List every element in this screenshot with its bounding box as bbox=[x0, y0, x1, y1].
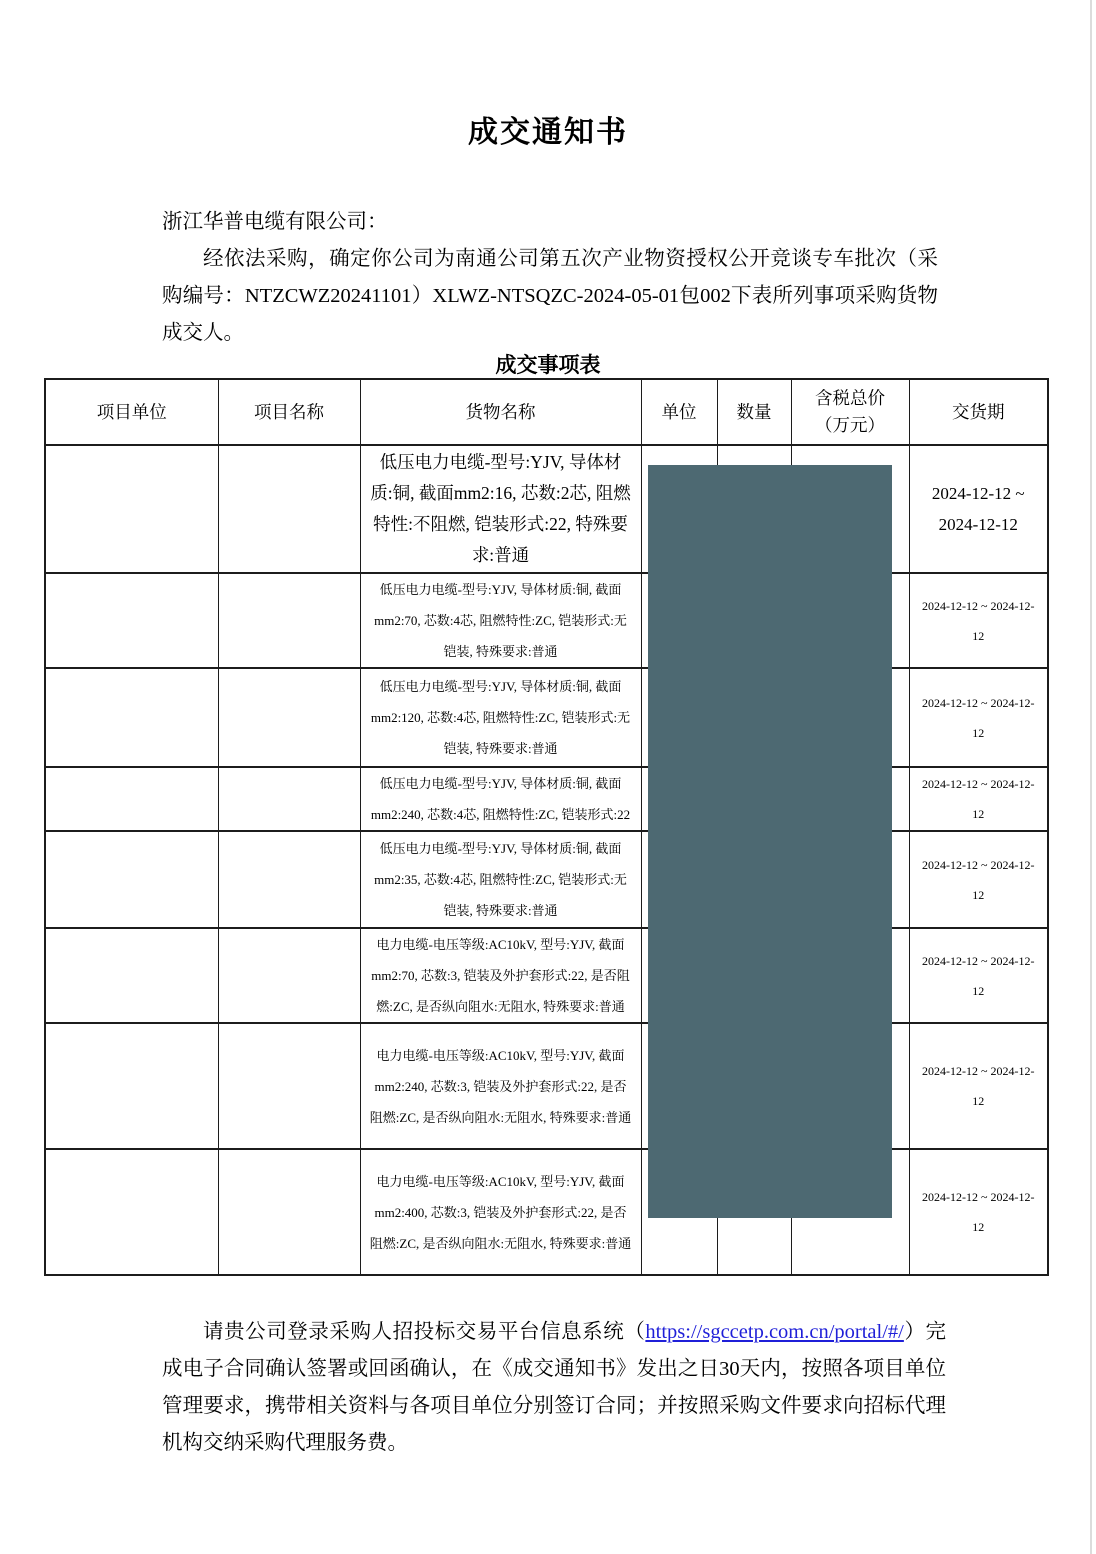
col-header-goods-name: 货物名称 bbox=[360, 379, 641, 445]
cell-delivery: 2024-12-12 ~ 2024-12-12 bbox=[909, 1149, 1048, 1275]
cell-project-name bbox=[218, 445, 360, 573]
table-header-row bbox=[45, 379, 1048, 445]
cell-goods-name: 电力电缆-电压等级:AC10kV, 型号:YJV, 截面mm2:240, 芯数:3, 铠装及外护套形式:22, 是否阻燃:ZC, 是否纵向阻水:无阻水, 特殊要求:普通 bbox=[360, 1023, 641, 1149]
table-row bbox=[45, 445, 1048, 573]
cell-goods-name: 低压电力电缆-型号:YJV, 导体材质:铜, 截面mm2:240, 芯数:4芯, 阻燃特性:ZC, 铠装形式:22 bbox=[360, 767, 641, 831]
col-header-delivery: 交货期 bbox=[909, 379, 1048, 445]
cell-delivery: 2024-12-12 ~ 2024-12-12 bbox=[909, 445, 1048, 573]
table-row bbox=[45, 1023, 1048, 1149]
cell-project-unit bbox=[45, 1149, 218, 1275]
cell-goods-name: 低压电力电缆-型号:YJV, 导体材质:铜, 截面mm2:35, 芯数:4芯, 阻燃特性:ZC, 铠装形式:无铠装, 特殊要求:普通 bbox=[360, 831, 641, 928]
footer-text-after-link: ）完成电子合同确认签署或回函确认，在《成交通知书》发出之日30天内，按照各项目单位管理要求，携带相关资料与各项目单位分别签订合同；并按照采购文件要求向招标代理机构交纳采购代理服务费。 bbox=[162, 1321, 947, 1454]
table-row bbox=[45, 668, 1048, 767]
cell-project-name bbox=[218, 1023, 360, 1149]
cell-project-unit bbox=[45, 831, 218, 928]
document-body bbox=[162, 204, 938, 352]
cell-delivery: 2024-12-12 ~ 2024-12-12 bbox=[909, 928, 1048, 1023]
table-row bbox=[45, 831, 1048, 928]
cell-project-name bbox=[218, 573, 360, 668]
col-header-unit: 单位 bbox=[641, 379, 717, 445]
cell-delivery: 2024-12-12 ~ 2024-12-12 bbox=[909, 668, 1048, 767]
portal-link[interactable]: https://sgccetp.com.cn/portal/#/ bbox=[645, 1321, 904, 1343]
cell-goods-name: 电力电缆-电压等级:AC10kV, 型号:YJV, 截面mm2:70, 芯数:3, 铠装及外护套形式:22, 是否阻燃:ZC, 是否纵向阻水:无阻水, 特殊要求:普通 bbox=[360, 928, 641, 1023]
redaction-overlay bbox=[648, 465, 892, 1218]
intro-paragraph: 经依法采购，确定你公司为南通公司第五次产业物资授权公开竞谈专车批次（采购编号：NTZCWZ20241101）XLWZ-NTSQZC-2024-05-01包002下表所列事项采购货物成交人。 bbox=[162, 248, 938, 344]
cell-project-unit bbox=[45, 1023, 218, 1149]
document-title: 成交通知书 bbox=[468, 116, 628, 149]
recipient-line: 浙江华普电缆有限公司： bbox=[162, 211, 388, 233]
cell-delivery: 2024-12-12 ~ 2024-12-12 bbox=[909, 1023, 1048, 1149]
award-table bbox=[44, 378, 1049, 1276]
cell-project-unit bbox=[45, 928, 218, 1023]
footer-paragraph bbox=[162, 1314, 946, 1462]
cell-project-name bbox=[218, 767, 360, 831]
cell-delivery: 2024-12-12 ~ 2024-12-12 bbox=[909, 831, 1048, 928]
cell-project-unit bbox=[45, 445, 218, 573]
cell-project-name bbox=[218, 668, 360, 767]
cell-delivery: 2024-12-12 ~ 2024-12-12 bbox=[909, 573, 1048, 668]
cell-delivery: 2024-12-12 ~ 2024-12-12 bbox=[909, 767, 1048, 831]
cell-project-unit bbox=[45, 573, 218, 668]
cell-project-name bbox=[218, 1149, 360, 1275]
page-edge-line bbox=[1090, 0, 1092, 1554]
cell-goods-name: 低压电力电缆-型号:YJV, 导体材质:铜, 截面mm2:70, 芯数:4芯, 阻燃特性:ZC, 铠装形式:无铠装, 特殊要求:普通 bbox=[360, 573, 641, 668]
cell-project-name bbox=[218, 928, 360, 1023]
table-row bbox=[45, 928, 1048, 1023]
table-row bbox=[45, 1149, 1048, 1275]
cell-project-unit bbox=[45, 668, 218, 767]
col-header-project-name: 项目名称 bbox=[218, 379, 360, 445]
cell-project-name bbox=[218, 831, 360, 928]
col-header-total-price: 含税总价（万元） bbox=[791, 379, 909, 445]
table-row bbox=[45, 767, 1048, 831]
table-row bbox=[45, 573, 1048, 668]
footer-text-before-link: 请贵公司登录采购人招投标交易平台信息系统（ bbox=[203, 1321, 646, 1343]
cell-goods-name: 电力电缆-电压等级:AC10kV, 型号:YJV, 截面mm2:400, 芯数:3, 铠装及外护套形式:22, 是否阻燃:ZC, 是否纵向阻水:无阻水, 特殊要求:普通 bbox=[360, 1149, 641, 1275]
cell-goods-name: 低压电力电缆-型号:YJV, 导体材质:铜, 截面mm2:16, 芯数:2芯, 阻燃特性:不阻燃, 铠装形式:22, 特殊要求:普通 bbox=[360, 445, 641, 573]
cell-goods-name: 低压电力电缆-型号:YJV, 导体材质:铜, 截面mm2:120, 芯数:4芯, 阻燃特性:ZC, 铠装形式:无铠装, 特殊要求:普通 bbox=[360, 668, 641, 767]
cell-project-unit bbox=[45, 767, 218, 831]
award-table-wrap bbox=[44, 378, 1047, 1276]
col-header-project-unit: 项目单位 bbox=[45, 379, 218, 445]
col-header-quantity: 数量 bbox=[717, 379, 791, 445]
table-title: 成交事项表 bbox=[495, 353, 601, 377]
